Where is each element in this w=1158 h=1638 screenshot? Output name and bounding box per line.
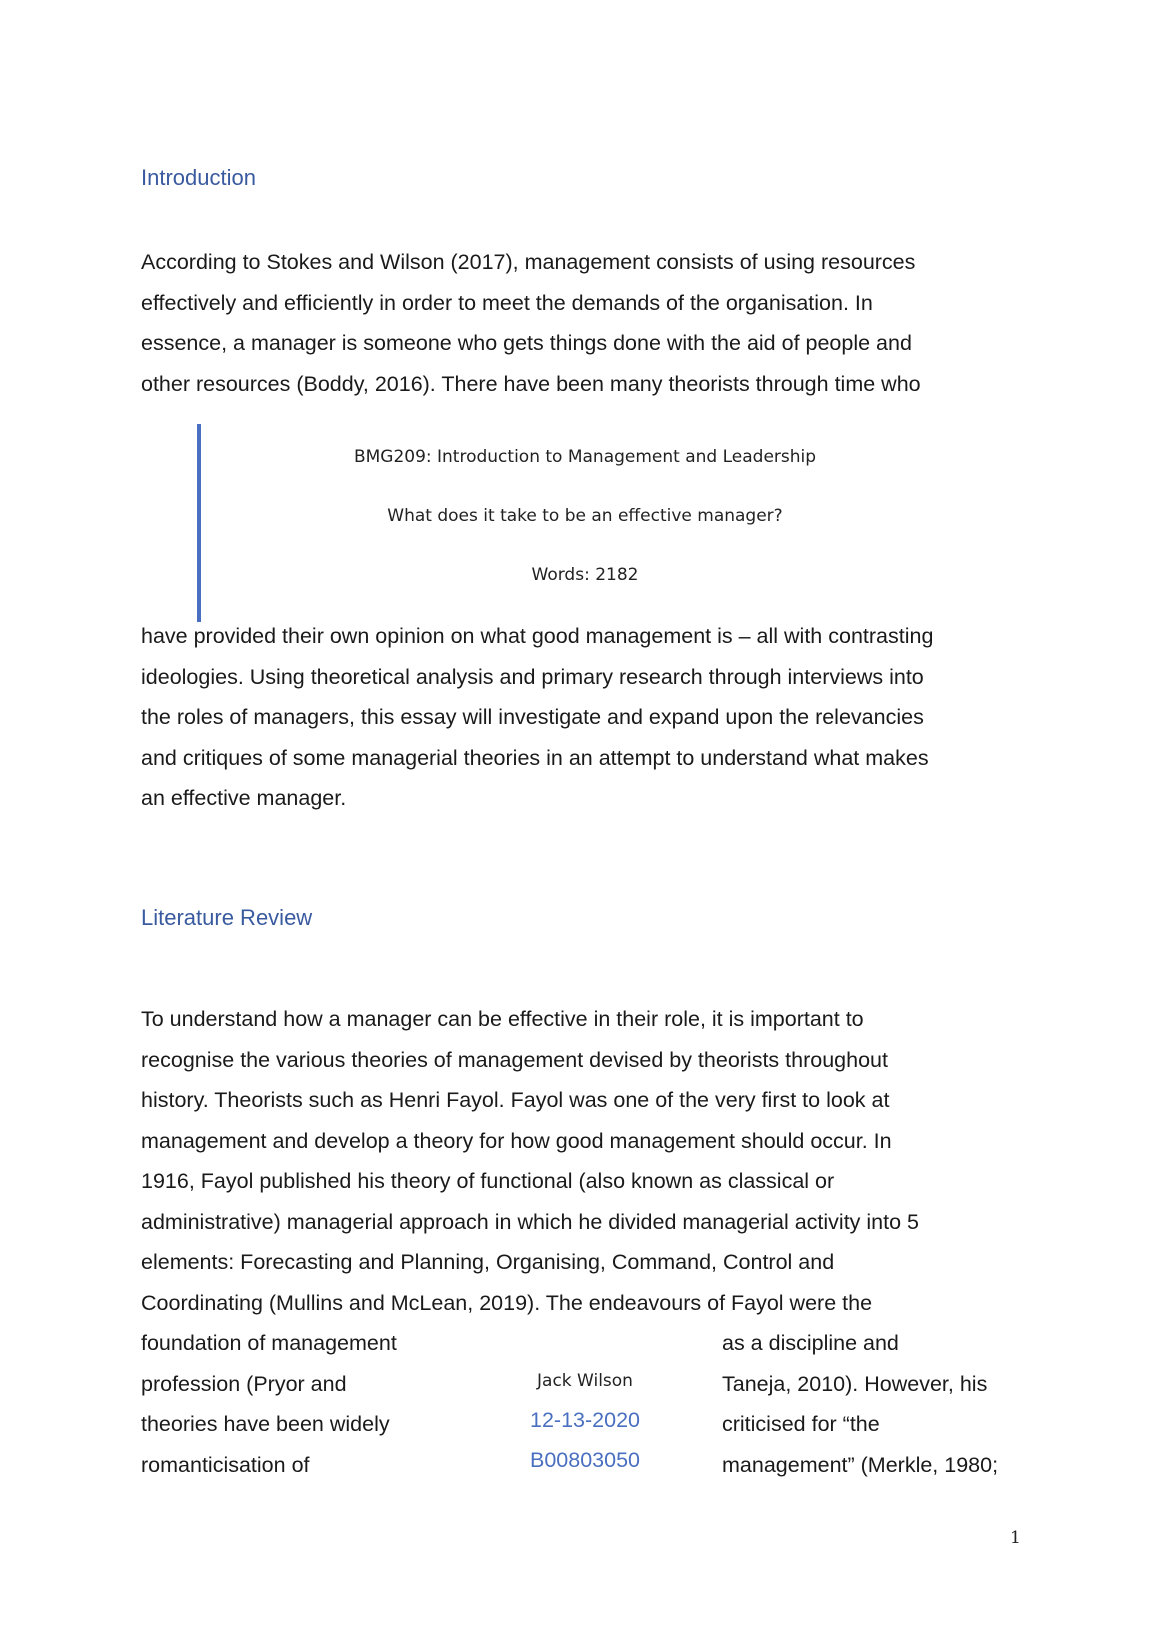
text-line: Taneja, 2010). However, his — [722, 1371, 988, 1396]
text-line: other resources (Boddy, 2016). There have been many theorists through time who — [141, 371, 921, 396]
split-text-left — [141, 1323, 461, 1485]
text-line: administrative) managerial approach in which he divided managerial activity into 5 — [141, 1209, 919, 1234]
cover-word-count: Words: 2182 — [531, 565, 639, 585]
text-line: elements: Forecasting and Planning, Organising, Command, Control and — [141, 1250, 835, 1274]
text-line: effectively and efficiently in order to meet the demands of the organisation. In — [141, 290, 873, 315]
text-line: criticised for “the — [722, 1412, 880, 1436]
text-line: ideologies. Using theoretical analysis and primary research through interviews into — [141, 664, 924, 689]
text-line: management and develop a theory for how good management should occur. In — [141, 1128, 892, 1153]
intro-paragraph-2 — [141, 616, 1021, 819]
text-line: Coordinating (Mullins and McLean, 2019). The endeavours of Fayol were the — [141, 1290, 873, 1315]
text-line: To understand how a manager can be effective in their role, it is important to — [141, 1007, 864, 1031]
lit-review-paragraph — [141, 999, 1021, 1323]
intro-paragraph-1 — [141, 242, 1021, 404]
cover-essay-question: What does it take to be an effective manager? — [387, 506, 783, 526]
text-line: as a discipline and — [722, 1331, 899, 1355]
author-name: Jack Wilson — [537, 1371, 633, 1391]
text-line: an effective manager. — [141, 786, 347, 810]
text-line: essence, a manager is someone who gets things done with the aid of people and — [141, 331, 912, 355]
text-line: recognise the various theories of management devised by theorists throughout — [141, 1047, 888, 1072]
text-line: management” (Merkle, 1980; — [722, 1452, 999, 1477]
cover-module-title: BMG209: Introduction to Management and Leadership — [353, 447, 817, 467]
split-text-right — [722, 1323, 1042, 1485]
submission-date: 12-13-2020 — [530, 1408, 640, 1432]
text-line: foundation of management — [141, 1331, 397, 1355]
page-number: 1 — [1010, 1528, 1021, 1548]
text-line: and critiques of some managerial theories in an attempt to understand what makes — [141, 745, 929, 770]
text-line: romanticisation of — [141, 1452, 310, 1477]
text-line: According to Stokes and Wilson (2017), management consists of using resources — [141, 250, 916, 274]
intro-heading: Introduction — [141, 165, 256, 190]
text-line: profession (Pryor and — [141, 1371, 347, 1396]
text-line: history. Theorists such as Henri Fayol. Fayol was one of the very first to look at — [141, 1088, 890, 1112]
text-line: theories have been widely — [141, 1412, 390, 1436]
text-line: have provided their own opinion on what good management is – all with contrasting — [141, 624, 934, 648]
lit-review-heading: Literature Review — [141, 905, 313, 930]
student-id: B00803050 — [530, 1448, 640, 1472]
text-line: the roles of managers, this essay will investigate and expand upon the relevancies — [141, 705, 924, 729]
text-line: 1916, Fayol published his theory of functional (also known as classical or — [141, 1169, 835, 1193]
